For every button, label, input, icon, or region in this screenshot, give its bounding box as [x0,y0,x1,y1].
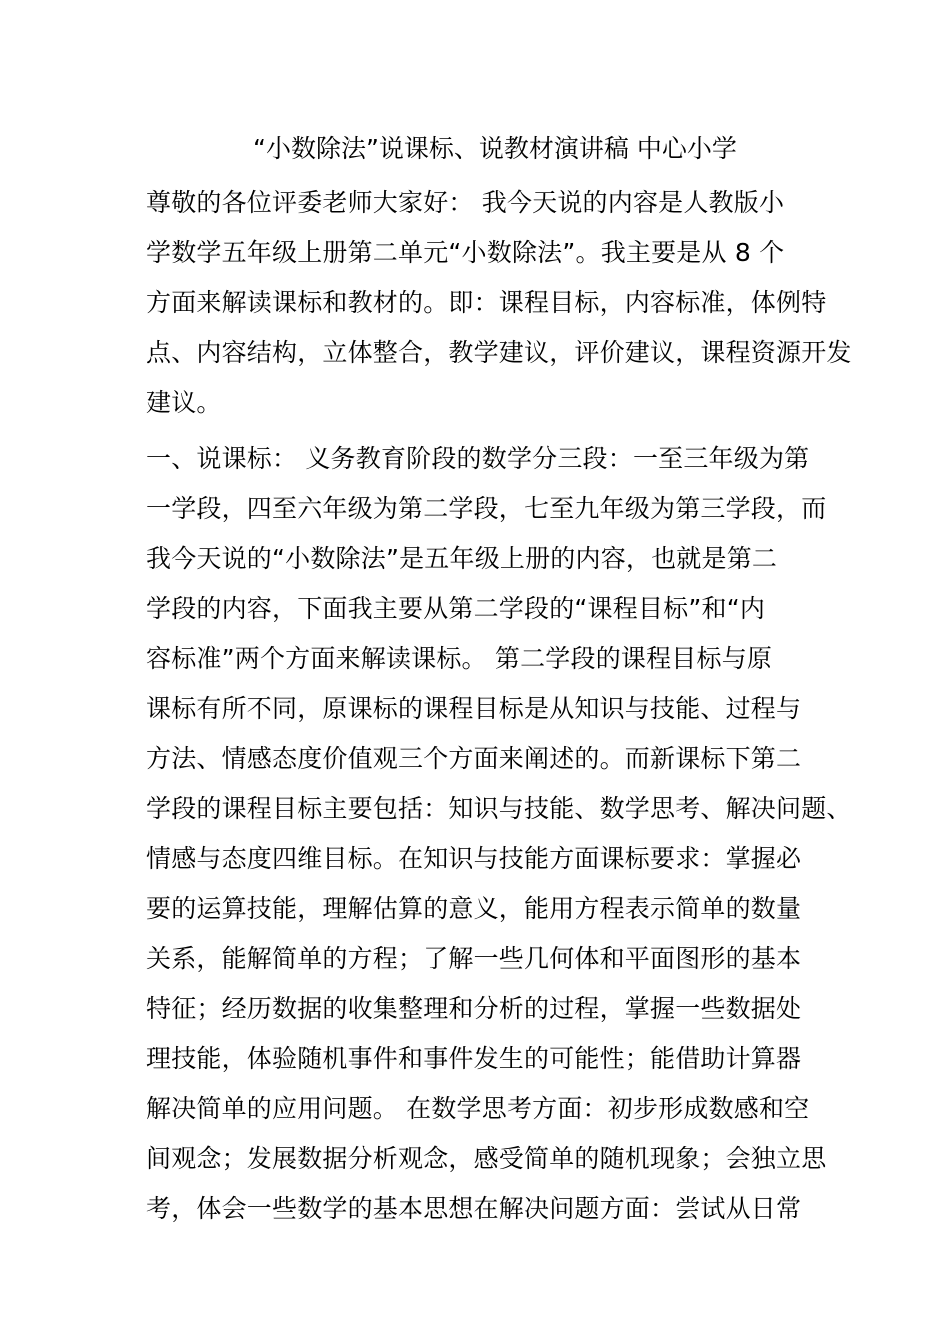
text-line: 学数学五年级上册第二单元“小数除法”。我主要是从 8 个 [146,238,785,267]
document-body [146,185,852,1241]
text-line: 学段的课程目标主要包括：知识与技能、数学思考、解决问题、 [146,794,852,823]
text-line: 特征；经历数据的收集整理和分析的过程，掌握一些数据处 [146,994,802,1023]
text-line: 学段的内容，下面我主要从第二学段的“课程目标”和“内 [146,594,766,623]
text-line: 方法、情感态度价值观三个方面来阐述的。而新课标下第二 [146,744,802,773]
text-line: 容标准”两个方面来解读课标。 第二学段的课程目标与原 [146,644,773,673]
text-line: 解决简单的应用问题。 在数学思考方面：初步形成数感和空 [146,1094,810,1123]
text-line: 建议。 [146,388,222,417]
text-line: 理技能，体验随机事件和事件发生的可能性；能借助计算器 [146,1044,802,1073]
text-line: 点、内容结构，立体整合，教学建议，评价建议，课程资源开发 [146,338,852,367]
text-line: 考，体会一些数学的基本思想在解决问题方面：尝试从日常 [146,1194,802,1223]
text-line: 尊敬的各位评委老师大家好： 我今天说的内容是人教版小 [146,188,785,217]
text-line: 我今天说的“小数除法”是五年级上册的内容，也就是第二 [146,544,778,573]
text-line: 情感与态度四维目标。在知识与技能方面课标要求：掌握必 [146,844,802,873]
text-line: 一学段，四至六年级为第二学段，七至九年级为第三学段，而 [146,494,827,523]
text-line: 间观念；发展数据分析观念，感受简单的随机现象；会独立思 [146,1144,827,1173]
text-line: 方面来解读课标和教材的。即：课程目标，内容标准，体例特 [146,288,827,317]
text-line: 课标有所不同，原课标的课程目标是从知识与技能、过程与 [146,694,802,723]
text-line: 要的运算技能，理解估算的意义，能用方程表示简单的数量 [146,894,802,923]
document-title: “小数除法”说课标、说教材演讲稿 中心小学 [253,134,737,163]
text-line: 关系，能解简单的方程；了解一些几何体和平面图形的基本 [146,944,802,973]
text-line: 一、说课标： 义务教育阶段的数学分三段：一至三年级为第 [146,444,810,473]
